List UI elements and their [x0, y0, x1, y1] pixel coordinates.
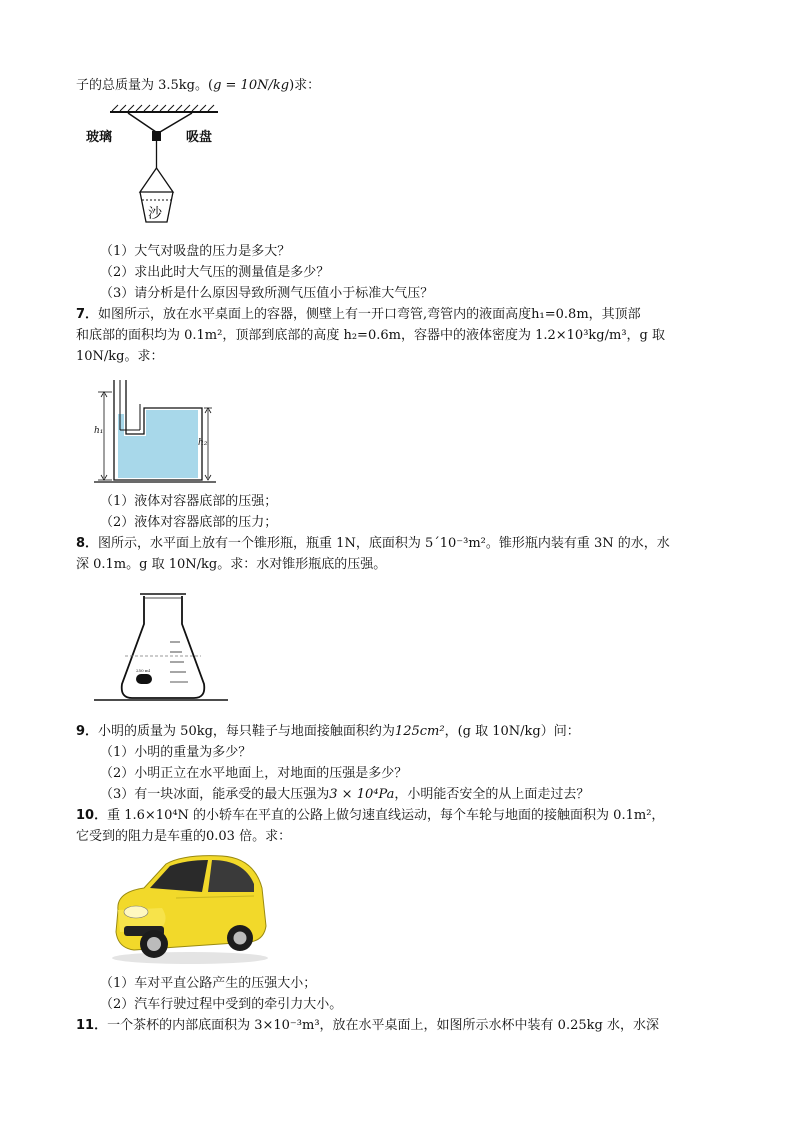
q6-sub1: （1）大气对吸盘的压力是多大？ — [100, 244, 291, 259]
svg-text:250 ml: 250 ml — [136, 668, 150, 673]
sand-label: 沙 — [148, 206, 162, 222]
h1-label: h₁ — [94, 426, 104, 436]
suction-cup-figure — [84, 104, 234, 234]
q7-line1: 7．如图所示，放在水平桌面上的容器，侧壁上有一开口弯管,弯管内的液面高度h₁=0.8m，其顶部 — [76, 307, 641, 322]
conical-flask-figure — [92, 588, 232, 704]
container-figure — [94, 378, 216, 484]
q9-line1: 9．小明的质量为 50kg，每只鞋子与地面接触面积约为125cm²，(g 取 10N/kg）问： — [76, 724, 580, 739]
q6-intro: 子的总质量为 3.5kg。(g = 10N/kg)求： — [76, 78, 321, 93]
car-figure — [104, 848, 272, 966]
q9-sub3: （3）有一块冰面，能承受的最大压强为3 × 10⁴Pa，小明能否安全的从上面走过去？ — [100, 787, 590, 802]
q7-sub2: （2）液体对容器底部的压力； — [100, 515, 278, 530]
q6-sub3: （3）请分析是什么原因导致所测气压值小于标准大气压？ — [100, 286, 434, 301]
q8-line2: 深 0.1m。g 取 10N/kg。求：水对锥形瓶底的压强。 — [76, 557, 387, 572]
q7-sub1: （1）液体对容器底部的压强； — [100, 494, 278, 509]
suction-cup-label: 吸盘 — [186, 130, 213, 145]
q6-sub2: （2）求出此时大气压的测量值是多少？ — [100, 265, 330, 280]
q11-line1: 11．一个茶杯的内部底面积为 3×10⁻³m³，放在水平桌面上，如图所示水杯中装有 0.25kg 水，水深 — [76, 1018, 659, 1033]
q7-line2: 和底部的面积均为 0.1m²，顶部到底部的高度 h₂=0.6m，容器中的液体密度为 1.2×10³kg/m³，g 取 — [76, 328, 665, 343]
glass-label: 玻璃 — [86, 130, 113, 145]
q8-line1: 8．图所示，水平面上放有一个锥形瓶，瓶重 1N，底面积为 5´10⁻³m²。锥形瓶内装有重 3N 的水，水 — [76, 536, 670, 551]
q9-sub2: （2）小明正立在水平地面上，对地面的压强是多少？ — [100, 766, 408, 781]
q10-line2: 它受到的阻力是车重的0.03 倍。求： — [76, 829, 292, 844]
q7-line3: 10N/kg。求： — [76, 349, 164, 364]
q10-sub2: （2）汽车行驶过程中受到的牵引力大小。 — [100, 997, 343, 1012]
q10-sub1: （1）车对平直公路产生的压强大小； — [100, 976, 317, 991]
h2-label: h₂ — [198, 438, 208, 448]
q10-line1: 10．重 1.6×10⁴N 的小轿车在平直的公路上做匀速直线运动，每个车轮与地面的接触面积为 0.1m²， — [76, 808, 665, 823]
q9-sub1: （1）小明的重量为多少？ — [100, 745, 252, 760]
